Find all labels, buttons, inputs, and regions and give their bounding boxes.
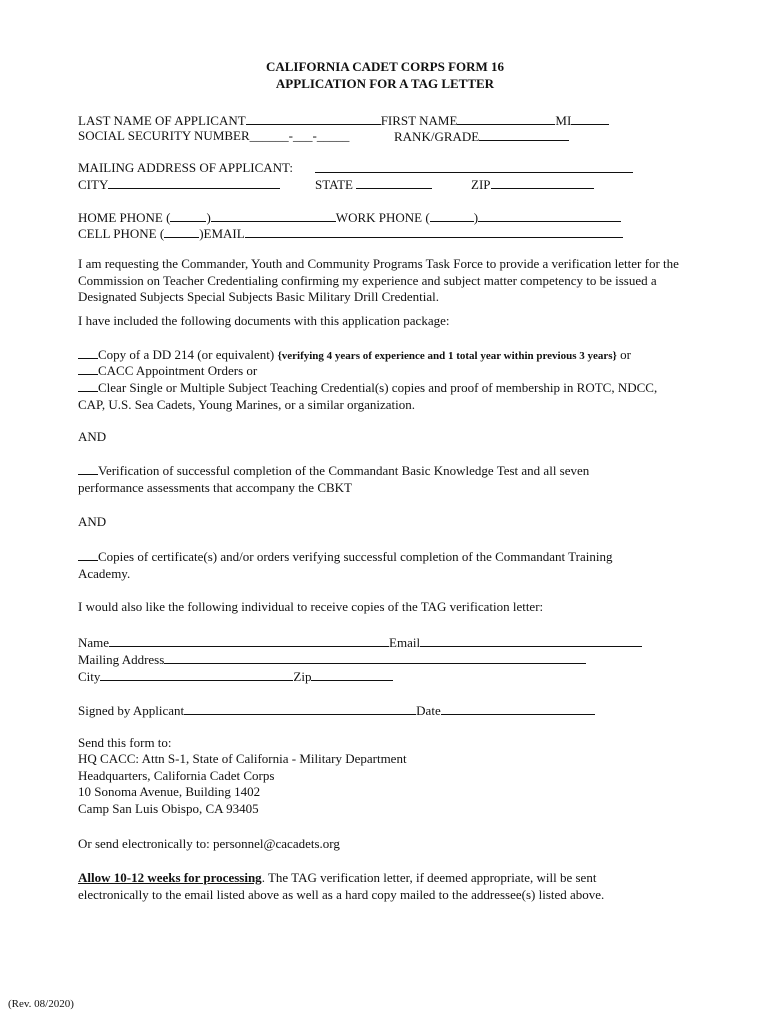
dd214-checkbox-blank[interactable] xyxy=(78,346,98,359)
signature-field[interactable] xyxy=(184,702,416,715)
work-phone-field[interactable] xyxy=(478,209,621,222)
copies-line: I would also like the following individual to receive copies of the TAG verification letter: xyxy=(78,599,544,614)
cacc-text: CACC Appointment Orders or xyxy=(98,363,258,378)
recipient-mailing-row xyxy=(78,651,586,668)
zip-row xyxy=(471,176,594,193)
state-row xyxy=(315,176,432,193)
ssn-row xyxy=(78,128,349,144)
city-label: CITY xyxy=(78,177,109,192)
paren-close: ) xyxy=(473,210,479,225)
mi-field[interactable] xyxy=(571,112,609,125)
last-name-row xyxy=(78,112,609,129)
processing-note xyxy=(78,870,658,903)
send-to-line-5: Camp San Luis Obispo, CA 93405 xyxy=(78,801,259,816)
dd214-suffix: or xyxy=(616,347,631,362)
dd214-text: Copy of a DD 214 (or equivalent) xyxy=(98,347,278,362)
ssn-label: SOCIAL SECURITY NUMBER xyxy=(78,128,250,143)
home-phone-field[interactable] xyxy=(211,209,336,222)
cell-phone-row xyxy=(78,225,623,242)
email-field[interactable] xyxy=(245,225,623,238)
first-name-label: FIRST NAME xyxy=(380,113,458,128)
form-subtitle: APPLICATION FOR A TAG LETTER xyxy=(275,76,495,91)
cacc-checkbox-blank[interactable] xyxy=(78,362,98,375)
recipient-name-row xyxy=(78,634,642,651)
cell-phone-area-field[interactable] xyxy=(164,225,199,238)
state-label: STATE xyxy=(315,177,353,192)
recipient-email-field[interactable] xyxy=(420,634,642,647)
paren-close: ) xyxy=(199,226,204,241)
recipient-name-label: Name xyxy=(78,635,110,650)
mailing-address-field[interactable] xyxy=(315,160,633,173)
form-title: CALIFORNIA CADET CORPS FORM 16 xyxy=(265,59,505,74)
rank-row xyxy=(394,128,569,145)
academy-checkbox-blank[interactable] xyxy=(78,548,98,561)
paren-close: ) xyxy=(206,210,211,225)
doc-item-cacc xyxy=(78,362,257,379)
zip-label: ZIP xyxy=(471,177,491,192)
last-name-field[interactable] xyxy=(246,112,381,125)
home-phone-row xyxy=(78,209,621,226)
city-row xyxy=(78,176,280,193)
work-phone-area-field[interactable] xyxy=(430,209,474,222)
mailing-address-field-wrap xyxy=(315,160,633,177)
city-field[interactable] xyxy=(108,176,280,189)
and-separator-1: AND xyxy=(78,429,107,444)
credential-checkbox-blank[interactable] xyxy=(78,379,98,392)
recipient-city-label: City xyxy=(78,669,101,684)
state-field[interactable] xyxy=(356,176,432,189)
rank-label: RANK/GRADE xyxy=(394,129,480,144)
electronic-submission: Or send electronically to: personnel@cacadets.org xyxy=(78,836,340,851)
recipient-zip-field[interactable] xyxy=(311,668,393,681)
recipient-mailing-field[interactable] xyxy=(164,651,586,664)
signature-row xyxy=(78,702,595,719)
recipient-zip-label: Zip xyxy=(293,669,312,684)
send-to-line-2: HQ CACC: Attn S-1, State of California - Military Department xyxy=(78,751,407,766)
mi-label: MI xyxy=(555,113,572,128)
work-phone-label: WORK PHONE ( xyxy=(335,210,430,225)
cbkt-text: Verification of successful completion of the Commandant Basic Knowledge Test and all seven performance assessments that accompany the CBKT xyxy=(78,463,590,495)
ssn-field[interactable]: ______-___-_____ xyxy=(249,128,350,143)
recipient-name-field[interactable] xyxy=(109,634,389,647)
doc-item-credential xyxy=(78,379,678,413)
doc-item-cbkt xyxy=(78,462,638,496)
recipient-mailing-label: Mailing Address xyxy=(78,652,165,667)
credential-text: Clear Single or Multiple Subject Teaching Credential(s) copies and proof of membership in ROTC, NDCC, CAP, U.S. Sea Cadets, Young Marines, or a similar organization. xyxy=(78,380,658,412)
recipient-city-field[interactable] xyxy=(100,668,293,681)
revision-label: (Rev. 08/2020) xyxy=(8,998,74,1010)
doc-item-academy xyxy=(78,548,658,582)
send-to-line-1: Send this form to: xyxy=(78,735,172,750)
included-line: I have included the following documents with this application package: xyxy=(78,313,450,328)
date-label: Date xyxy=(416,703,441,718)
zip-field[interactable] xyxy=(491,176,594,189)
cell-phone-label: CELL PHONE ( xyxy=(78,226,165,241)
signed-label: Signed by Applicant xyxy=(78,703,185,718)
and-separator-2: AND xyxy=(78,514,107,529)
dd214-note: {verifying 4 years of experience and 1 total year within previous 3 years} xyxy=(277,350,617,362)
send-to-line-4: 10 Sonoma Avenue, Building 1402 xyxy=(78,784,261,799)
processing-details: . The TAG verification letter, if deemed appropriate, will be sent electronically to the email listed above as well as a hard copy mailed to the addressee(s) listed above. xyxy=(78,870,605,902)
academy-text: Copies of certificate(s) and/or orders verifying successful completion of the Commandant Training Academy. xyxy=(78,549,613,581)
request-paragraph: I am requesting the Commander, Youth and Community Programs Task Force to provide a verification letter for the Commission on Teacher Credentialing confirming my experience and subject matter competency to be issued a Designated Subjects Special Subjects Basic Military Drill Credential. xyxy=(78,256,679,304)
recipient-email-label: Email xyxy=(389,635,421,650)
email-label: EMAIL xyxy=(203,226,245,241)
last-name-label: LAST NAME OF APPLICANT xyxy=(78,113,246,128)
cbkt-checkbox-blank[interactable] xyxy=(78,462,98,475)
mailing-address-label: MAILING ADDRESS OF APPLICANT: xyxy=(78,160,293,175)
home-phone-area-field[interactable] xyxy=(170,209,206,222)
send-to-line-3: Headquarters, California Cadet Corps xyxy=(78,768,275,783)
home-phone-label: HOME PHONE ( xyxy=(78,210,171,225)
date-field[interactable] xyxy=(441,702,595,715)
mailing-address-row xyxy=(78,160,293,176)
first-name-field[interactable] xyxy=(457,112,555,125)
rank-field[interactable] xyxy=(479,128,569,141)
processing-time: Allow 10-12 weeks for processing xyxy=(78,870,262,885)
recipient-city-row xyxy=(78,668,393,685)
